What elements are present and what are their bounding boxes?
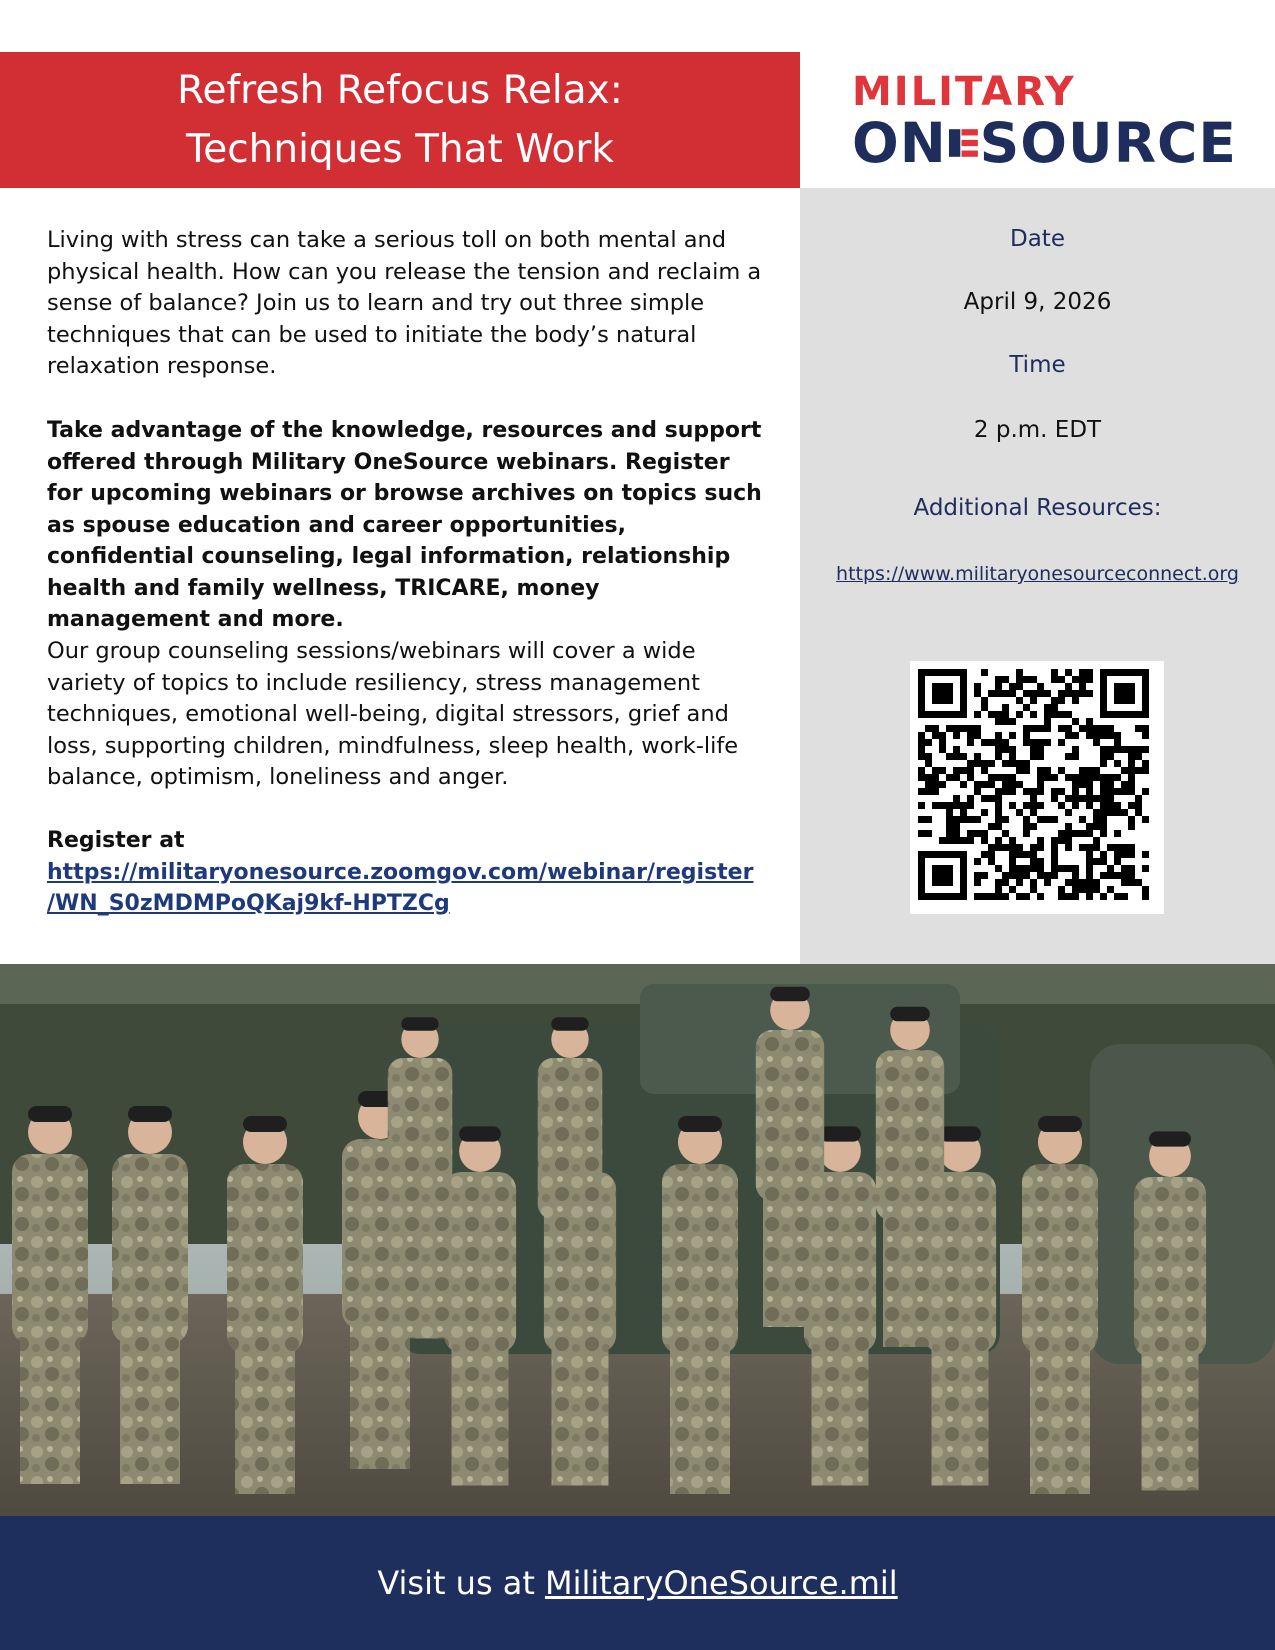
intro-paragraph: Living with stress can take a serious toll on both mental and physical health. How can you release the tension and reclaim a sense of balance? Join us to learn and try out three simple techniques that can be used to initiate the body’s natural relaxation response. xyxy=(47,227,762,379)
register-link-line-2[interactable]: /WN_S0zMDMPoQKaj9kf-HPTZCg xyxy=(47,891,450,916)
qr-code-icon xyxy=(918,669,1156,906)
date-label: Date xyxy=(1010,226,1065,252)
logo-text-onesource xyxy=(852,111,1237,175)
promo-paragraph: Take advantage of the knowledge, resources and support offered through Military OneSource webinars. Register for upcoming webinars or browse archives on topics such as spouse education and career opportunities, confidential counseling, legal information, relationship health and family wellness, TRICARE, money management and more. xyxy=(47,418,762,632)
military-onesource-logo xyxy=(852,69,1237,175)
register-block xyxy=(47,825,767,920)
event-title-line-1: Refresh Refocus Relax: xyxy=(177,68,623,113)
date-value: April 9, 2026 xyxy=(963,289,1112,315)
footer-website-link[interactable]: MilitaryOneSource.mil xyxy=(544,1564,898,1602)
soldiers-group-photo xyxy=(0,964,1275,1516)
soldiers-photo-image xyxy=(0,964,1275,1516)
event-title-banner xyxy=(0,52,800,188)
register-link-line-1[interactable]: https://militaryonesource.zoomgov.com/webinar/register xyxy=(47,859,754,885)
logo-text-source: SOURCE xyxy=(979,111,1237,175)
register-link[interactable] xyxy=(47,857,767,920)
logo-text-on: ON xyxy=(852,111,947,175)
footer-banner xyxy=(0,1516,1275,1650)
register-label: Register at xyxy=(47,828,185,853)
qr-code[interactable] xyxy=(910,661,1164,914)
additional-resources-link[interactable]: https://www.militaryonesourceconnect.org xyxy=(836,563,1239,585)
flag-e-icon xyxy=(949,121,978,165)
additional-resources-label: Additional Resources: xyxy=(913,495,1162,521)
event-title-line-2: Techniques That Work xyxy=(186,127,614,172)
logo-text-military: MILITARY xyxy=(852,69,1076,115)
footer-prefix: Visit us at xyxy=(377,1564,535,1602)
time-value: 2 p.m. EDT xyxy=(973,417,1102,443)
group-sessions-paragraph: Our group counseling sessions/webinars will cover a wide variety of topics to include resiliency, stress management techniques, emotional well-being, digital stressors, grief and loss, supporting children, mindfulness, sleep health, work-life balance, optimism, loneliness and anger. xyxy=(47,638,739,790)
time-label: Time xyxy=(1009,352,1066,378)
